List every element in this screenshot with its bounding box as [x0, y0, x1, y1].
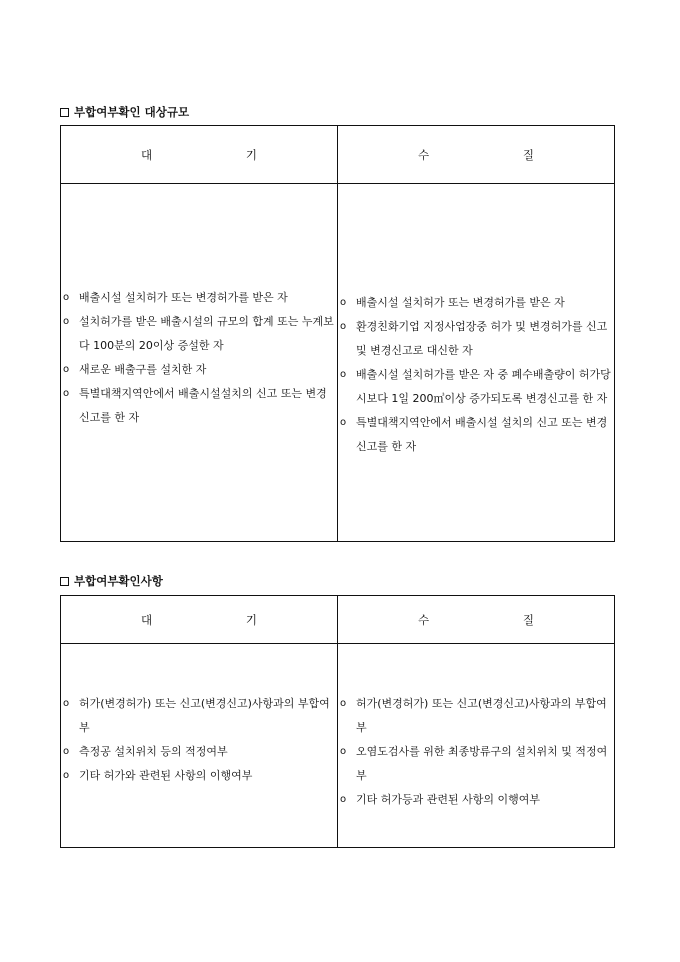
list-item: o 허가(변경허가) 또는 신고(변경신고)사항과의 부합여부 [61, 692, 337, 740]
checkbox-square-icon [60, 577, 69, 586]
header-air-char1: 대 [141, 147, 153, 162]
section1-table [60, 125, 615, 542]
section2-title [60, 573, 163, 589]
list-item: o 측정공 설치위치 등의 적정여부 [61, 740, 337, 764]
section2-title-text: 부합여부확인사항 [74, 574, 163, 588]
section1-title-text: 부합여부확인 대상규모 [74, 105, 190, 119]
header-water-char1: 수 [418, 147, 430, 162]
water-cell [338, 644, 615, 848]
section2-table [60, 595, 615, 848]
header-air [61, 596, 338, 644]
list-item: o 배출시설 설치허가 또는 변경허가를 받은 자 [338, 291, 614, 315]
header-water [338, 126, 615, 184]
list-item: o 환경친화기업 지정사업장중 허가 및 변경허가를 신고 및 변경신고로 대신한 자 [338, 315, 614, 363]
list-item: o 기타 허가등과 관련된 사항의 이행여부 [338, 788, 614, 812]
section1-title [60, 104, 189, 120]
checkbox-square-icon [60, 108, 69, 117]
list-item: o 오염도검사를 위한 최종방류구의 설치위치 및 적정여부 [338, 740, 614, 788]
header-water-char1: 수 [418, 612, 430, 627]
list-item: o 새로운 배출구를 설치한 자 [61, 358, 337, 382]
air-cell [61, 184, 338, 542]
header-air-char1: 대 [141, 612, 153, 627]
list-item: o 허가(변경허가) 또는 신고(변경신고)사항과의 부합여부 [338, 692, 614, 740]
header-air-char2: 기 [245, 612, 257, 627]
header-air [61, 126, 338, 184]
header-water-char2: 질 [522, 147, 534, 162]
header-air-char2: 기 [245, 147, 257, 162]
list-item: o 특별대책지역안에서 배출시설설치의 신고 또는 변경신고를 한 자 [61, 382, 337, 430]
air-cell [61, 644, 338, 848]
list-item: o 배출시설 설치허가 또는 변경허가를 받은 자 [61, 286, 337, 310]
water-cell [338, 184, 615, 542]
list-item: o 특별대책지역안에서 배출시설 설치의 신고 또는 변경신고를 한 자 [338, 411, 614, 459]
list-item: o 기타 허가와 관련된 사항의 이행여부 [61, 764, 337, 788]
list-item: o 배출시설 설치허가를 받은 자 중 폐수배출량이 허가당시보다 1일 200㎥이상 증가되도록 변경신고를 한 자 [338, 363, 614, 411]
header-water-char2: 질 [522, 612, 534, 627]
list-item: o 설치허가를 받은 배출시설의 규모의 합계 또는 누계보다 100분의 20이상 증설한 자 [61, 310, 337, 358]
header-water [338, 596, 615, 644]
